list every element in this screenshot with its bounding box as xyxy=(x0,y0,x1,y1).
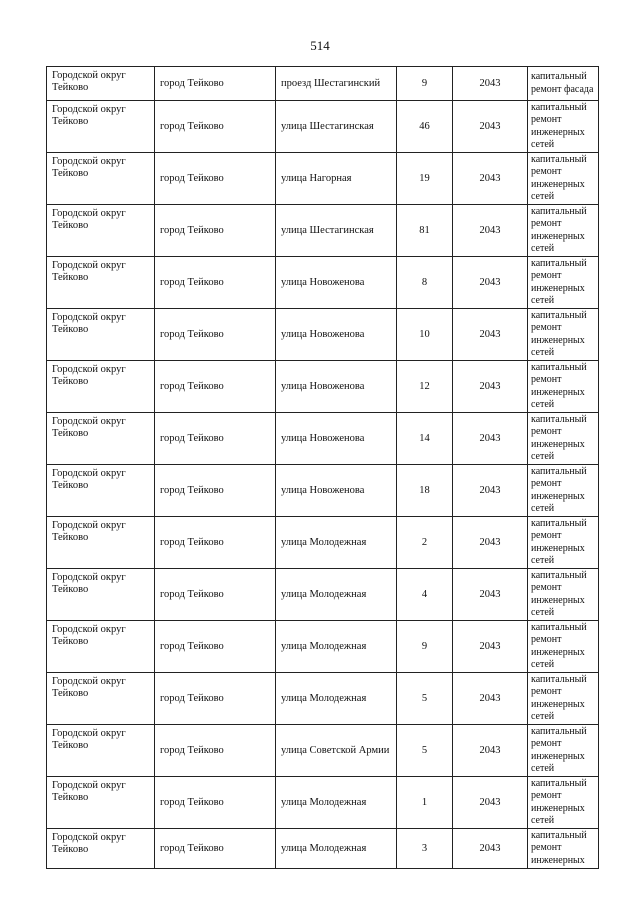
register-table xyxy=(46,66,599,869)
district-cell: Городской округ Тейково xyxy=(47,673,155,725)
year-cell: 2043 xyxy=(453,257,528,309)
district-cell: Городской округ Тейково xyxy=(47,257,155,309)
table-row xyxy=(47,413,599,465)
street-cell: проезд Шестагинский xyxy=(276,67,397,101)
year-cell: 2043 xyxy=(453,309,528,361)
work-type-cell: капитальный ремонт инженерных сетей xyxy=(528,361,599,413)
city-cell: город Тейково xyxy=(155,777,276,829)
work-type-cell: капитальный ремонт инженерных сетей xyxy=(528,153,599,205)
table-row xyxy=(47,829,599,869)
street-cell: улица Молодежная xyxy=(276,777,397,829)
street-cell: улица Новоженова xyxy=(276,465,397,517)
work-type-cell: капитальный ремонт инженерных сетей xyxy=(528,309,599,361)
work-type-cell: капитальный ремонт инженерных сетей xyxy=(528,413,599,465)
house-number-cell: 9 xyxy=(397,67,453,101)
city-cell: город Тейково xyxy=(155,673,276,725)
street-cell: улица Новоженова xyxy=(276,413,397,465)
table-body xyxy=(47,67,599,869)
city-cell: город Тейково xyxy=(155,153,276,205)
street-cell: улица Новоженова xyxy=(276,257,397,309)
house-number-cell: 2 xyxy=(397,517,453,569)
table-row xyxy=(47,725,599,777)
street-cell: улица Новоженова xyxy=(276,309,397,361)
street-cell: улица Молодежная xyxy=(276,829,397,869)
house-number-cell: 46 xyxy=(397,101,453,153)
city-cell: город Тейково xyxy=(155,517,276,569)
district-cell: Городской округ Тейково xyxy=(47,361,155,413)
house-number-cell: 19 xyxy=(397,153,453,205)
work-type-cell: капитальный ремонт инженерных сетей xyxy=(528,569,599,621)
year-cell: 2043 xyxy=(453,465,528,517)
year-cell: 2043 xyxy=(453,569,528,621)
house-number-cell: 3 xyxy=(397,829,453,869)
year-cell: 2043 xyxy=(453,101,528,153)
house-number-cell: 8 xyxy=(397,257,453,309)
table-row xyxy=(47,673,599,725)
house-number-cell: 81 xyxy=(397,205,453,257)
city-cell: город Тейково xyxy=(155,569,276,621)
city-cell: город Тейково xyxy=(155,257,276,309)
table-row xyxy=(47,309,599,361)
year-cell: 2043 xyxy=(453,153,528,205)
table-row xyxy=(47,101,599,153)
street-cell: улица Шестагинская xyxy=(276,101,397,153)
year-cell: 2043 xyxy=(453,205,528,257)
year-cell: 2043 xyxy=(453,67,528,101)
house-number-cell: 12 xyxy=(397,361,453,413)
district-cell: Городской округ Тейково xyxy=(47,829,155,869)
district-cell: Городской округ Тейково xyxy=(47,621,155,673)
table-row xyxy=(47,569,599,621)
city-cell: город Тейково xyxy=(155,101,276,153)
year-cell: 2043 xyxy=(453,361,528,413)
house-number-cell: 5 xyxy=(397,725,453,777)
work-type-cell: капитальный ремонт инженерных сетей xyxy=(528,257,599,309)
house-number-cell: 5 xyxy=(397,673,453,725)
year-cell: 2043 xyxy=(453,829,528,869)
city-cell: город Тейково xyxy=(155,725,276,777)
district-cell: Городской округ Тейково xyxy=(47,569,155,621)
year-cell: 2043 xyxy=(453,621,528,673)
street-cell: улица Молодежная xyxy=(276,673,397,725)
street-cell: улица Новоженова xyxy=(276,361,397,413)
work-type-cell: капитальный ремонт инженерных сетей xyxy=(528,673,599,725)
district-cell: Городской округ Тейково xyxy=(47,413,155,465)
table-row xyxy=(47,153,599,205)
city-cell: город Тейково xyxy=(155,829,276,869)
work-type-cell: капитальный ремонт инженерных xyxy=(528,829,599,869)
work-type-cell: капитальный ремонт инженерных сетей xyxy=(528,517,599,569)
street-cell: улица Шестагинская xyxy=(276,205,397,257)
table-row xyxy=(47,205,599,257)
table-row xyxy=(47,621,599,673)
district-cell: Городской округ Тейково xyxy=(47,517,155,569)
house-number-cell: 9 xyxy=(397,621,453,673)
city-cell: город Тейково xyxy=(155,413,276,465)
year-cell: 2043 xyxy=(453,725,528,777)
year-cell: 2043 xyxy=(453,413,528,465)
street-cell: улица Советской Армии xyxy=(276,725,397,777)
page-number: 514 xyxy=(310,38,330,53)
city-cell: город Тейково xyxy=(155,621,276,673)
street-cell: улица Нагорная xyxy=(276,153,397,205)
year-cell: 2043 xyxy=(453,673,528,725)
city-cell: город Тейково xyxy=(155,205,276,257)
house-number-cell: 14 xyxy=(397,413,453,465)
district-cell: Городской округ Тейково xyxy=(47,67,155,101)
table-row xyxy=(47,517,599,569)
district-cell: Городской округ Тейково xyxy=(47,101,155,153)
table-row xyxy=(47,361,599,413)
work-type-cell: капитальный ремонт инженерных сетей xyxy=(528,205,599,257)
year-cell: 2043 xyxy=(453,777,528,829)
work-type-cell: капитальный ремонт инженерных сетей xyxy=(528,725,599,777)
city-cell: город Тейково xyxy=(155,67,276,101)
district-cell: Городской округ Тейково xyxy=(47,465,155,517)
district-cell: Городской округ Тейково xyxy=(47,153,155,205)
street-cell: улица Молодежная xyxy=(276,569,397,621)
city-cell: город Тейково xyxy=(155,465,276,517)
house-number-cell: 10 xyxy=(397,309,453,361)
district-cell: Городской округ Тейково xyxy=(47,309,155,361)
table-row xyxy=(47,777,599,829)
house-number-cell: 18 xyxy=(397,465,453,517)
work-type-cell: капитальный ремонт инженерных сетей xyxy=(528,777,599,829)
work-type-cell: капитальный ремонт инженерных сетей xyxy=(528,101,599,153)
city-cell: город Тейково xyxy=(155,361,276,413)
district-cell: Городской округ Тейково xyxy=(47,205,155,257)
district-cell: Городской округ Тейково xyxy=(47,777,155,829)
house-number-cell: 1 xyxy=(397,777,453,829)
table-row xyxy=(47,465,599,517)
street-cell: улица Молодежная xyxy=(276,621,397,673)
work-type-cell: капитальный ремонт инженерных сетей xyxy=(528,621,599,673)
house-number-cell: 4 xyxy=(397,569,453,621)
table-row xyxy=(47,67,599,101)
work-type-cell: капитальный ремонт фасада xyxy=(528,67,599,101)
street-cell: улица Молодежная xyxy=(276,517,397,569)
work-type-cell: капитальный ремонт инженерных сетей xyxy=(528,465,599,517)
table-row xyxy=(47,257,599,309)
city-cell: город Тейково xyxy=(155,309,276,361)
year-cell: 2043 xyxy=(453,517,528,569)
district-cell: Городской округ Тейково xyxy=(47,725,155,777)
